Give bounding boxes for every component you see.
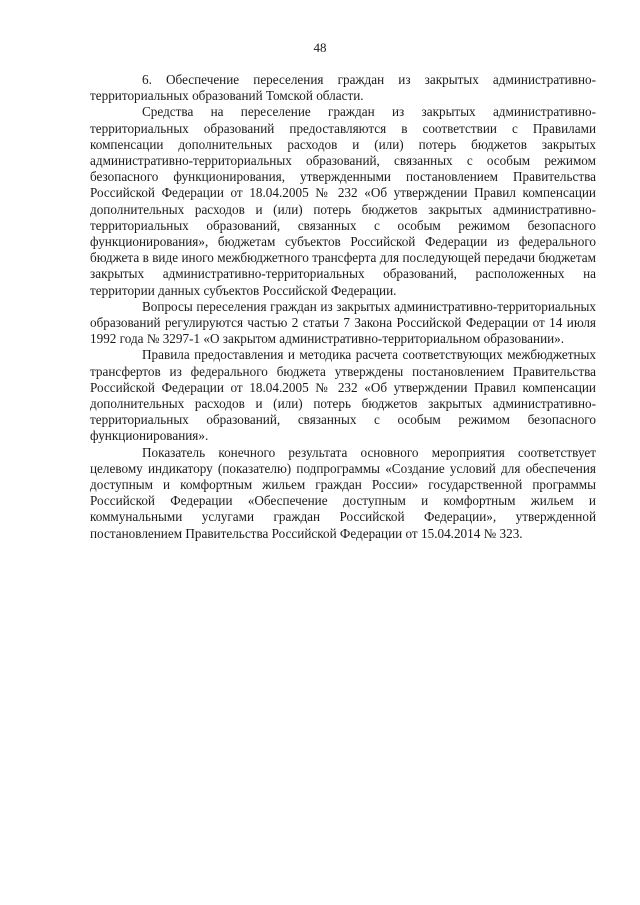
paragraph-indicator: Показатель конечного результата основного мероприятия соответствует целевому индикатору (показателю) подпрограммы «Создание условий для обеспечения доступным и комфортным жильем граждан России» государственной программы Российской Федерации «Обеспечение доступным и комфортным жильем и коммунальными услугами граждан Российской Федерации», утвержденной постановлением Правительства Российской Федерации от 15.04.2014 № 323.	[90, 444, 596, 541]
page-number: 48	[313, 40, 327, 55]
paragraph-funding: Средства на переселение граждан из закрытых административно-территориальных образований предоставляются в соответствии с Правилами компенсации дополнительных расходов и (или) потерь бюджетов закрытых административно-территориальных образований, связанных с особым режимом безопасного функционирования, утвержденными постановлением Правительства Российской Федерации от 18.04.2005 № 232 «Об утверждении Правил компенсации дополнительных расходов и (или) потерь бюджетов закрытых административно-территориальных образований, связанных с особым режимом безопасного функционирования», бюджетам субъектов Российской Федерации из федерального бюджета в виде иного межбюджетного трансферта для последующей передачи бюджетам закрытых административно-территориальных образований, расположенных на территории данных субъектов Российской Федерации.	[90, 104, 596, 298]
paragraph-section-heading: 6. Обеспечение переселения граждан из закрытых административно-территориальных образований Томской области.	[90, 72, 596, 104]
document-body	[90, 72, 596, 542]
paragraph-regulation: Вопросы переселения граждан из закрытых административно-территориальных образований регулируются частью 2 статьи 7 Закона Российской Федерации от 14 июля 1992 года № 3297-1 «О закрытом административно-территориальном образовании».	[90, 298, 596, 347]
paragraph-rules: Правила предоставления и методика расчета соответствующих межбюджетных трансфертов из федерального бюджета утверждены постановлением Правительства Российской Федерации от 18.04.2005 № 232 «Об утверждении Правил компенсации дополнительных расходов и (или) потерь бюджетов закрытых административно-территориальных образований, связанных с особым режимом безопасного функционирования».	[90, 347, 596, 444]
